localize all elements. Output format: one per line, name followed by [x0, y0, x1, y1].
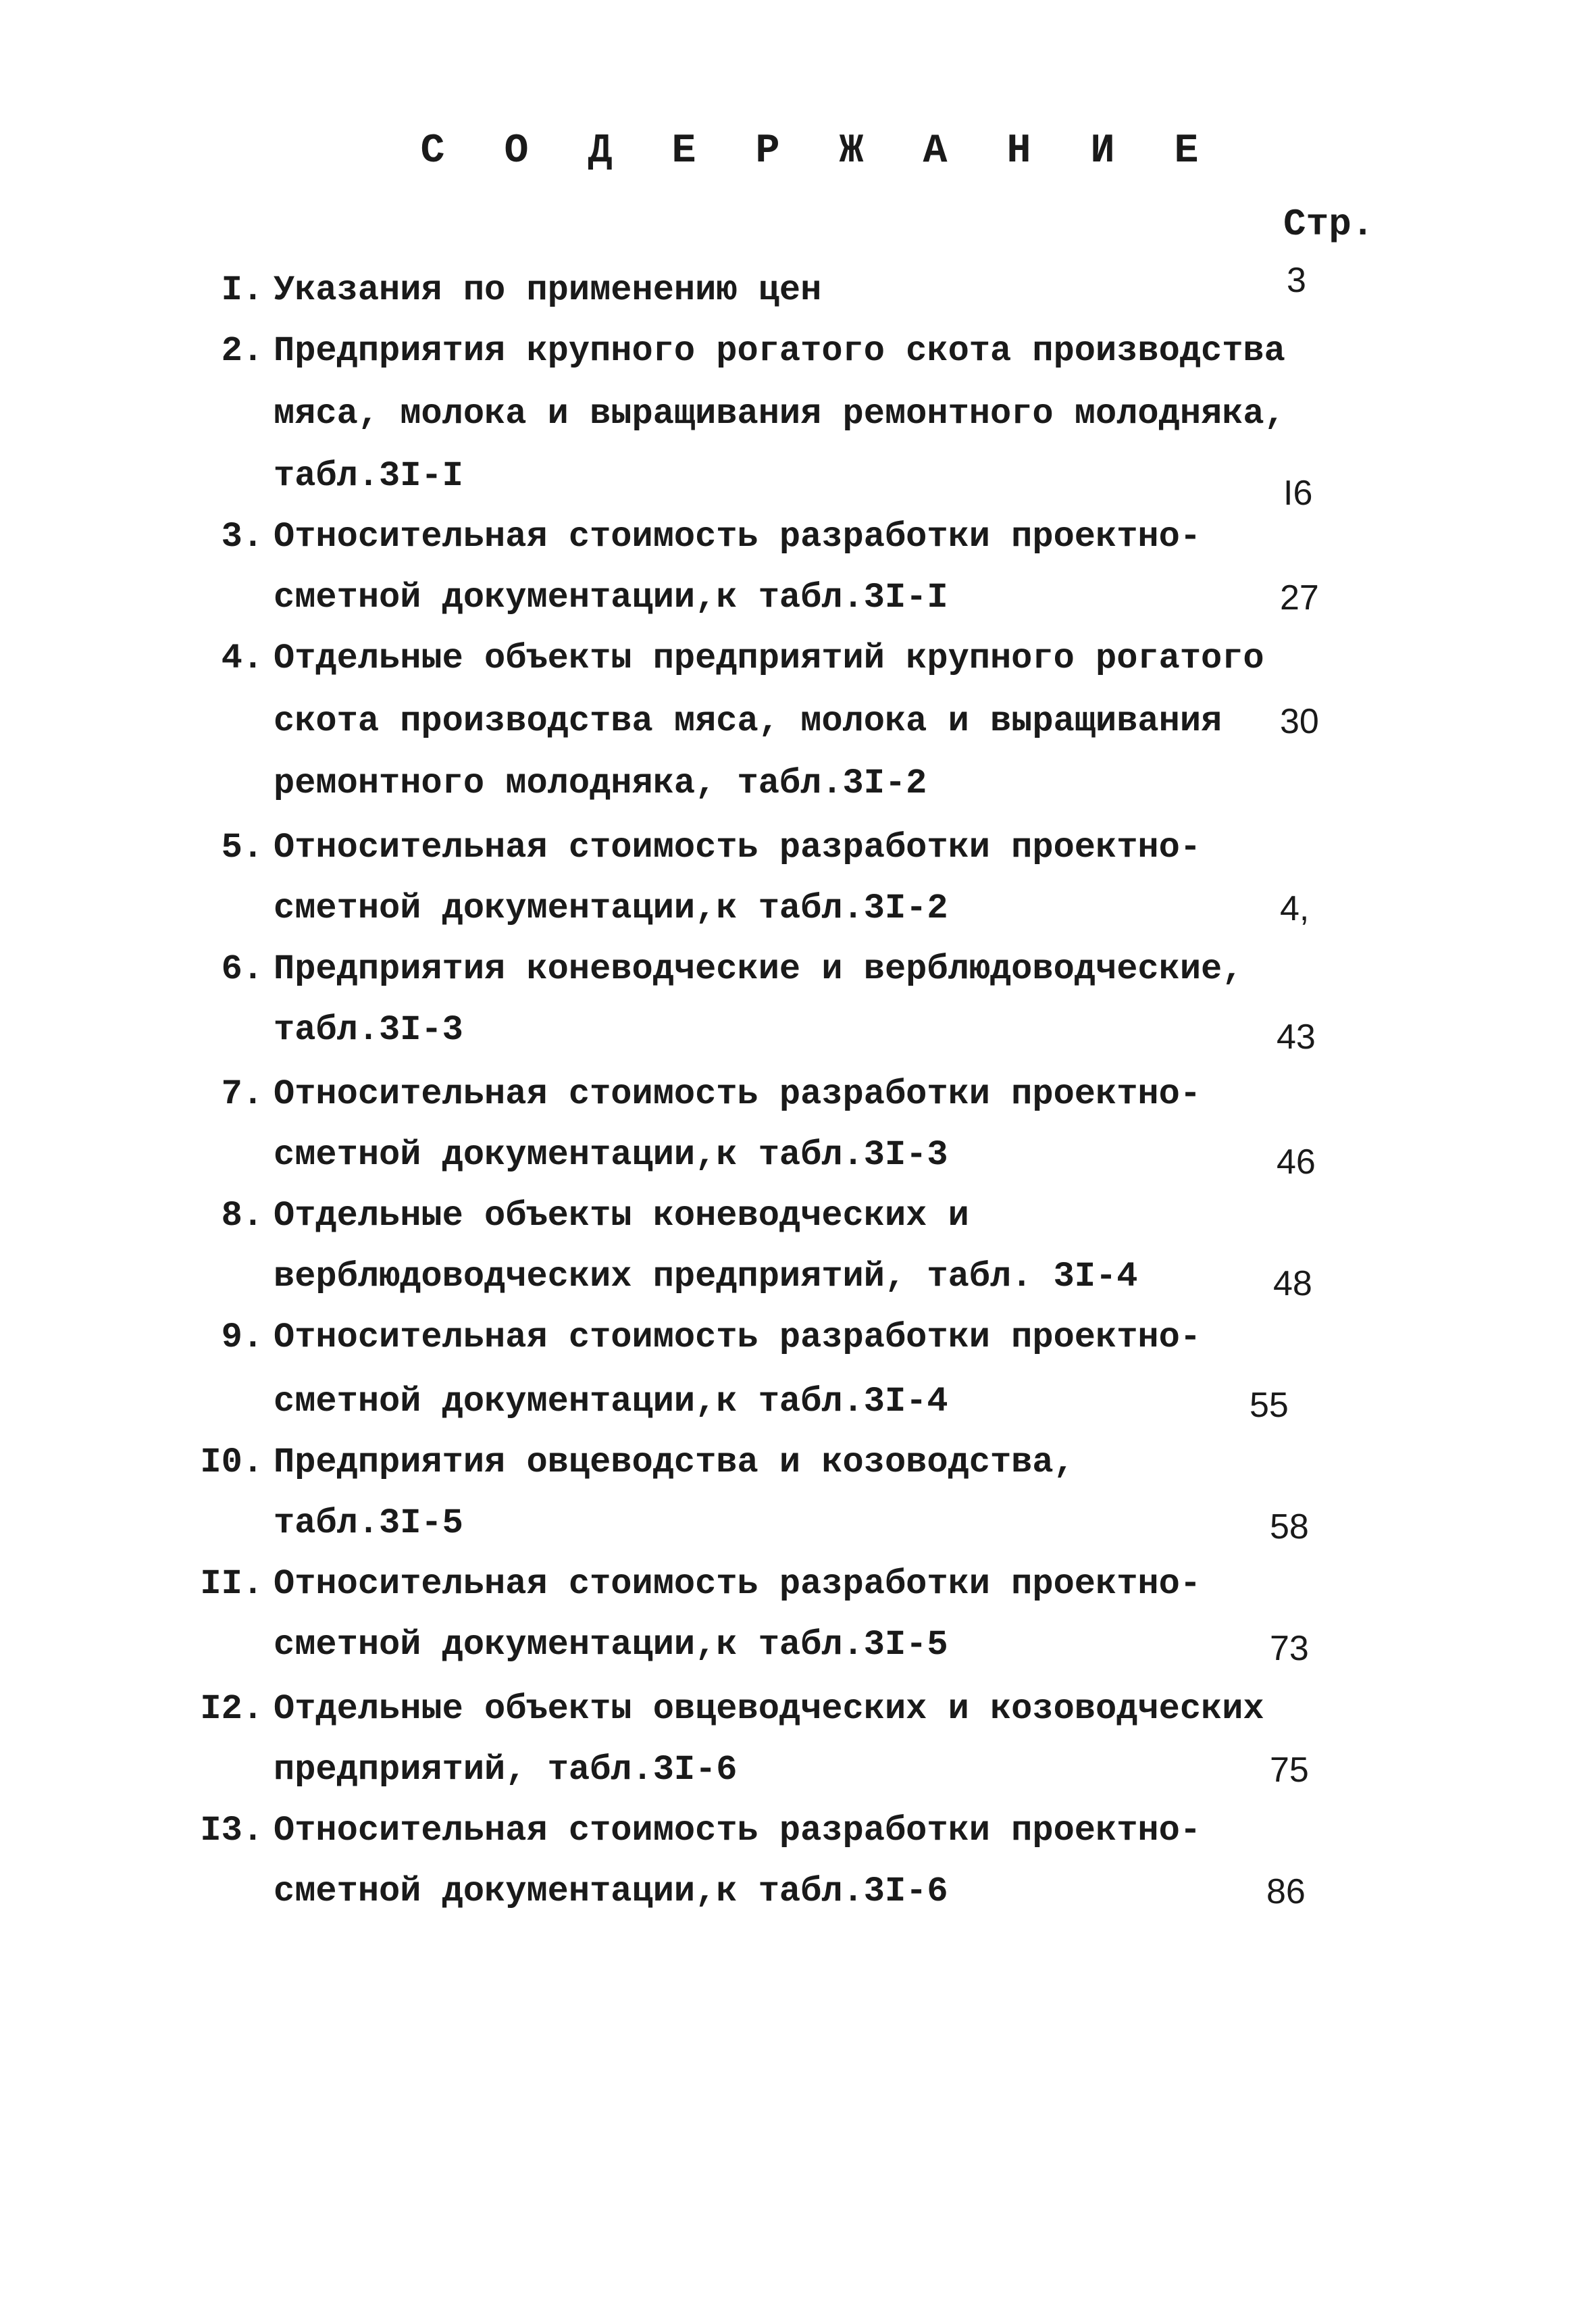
toc-entry-page: 46 [1277, 1142, 1316, 1182]
toc-entry-text: сметной документации,к табл.3I-6 [274, 1871, 948, 1911]
toc-entry-number: 7. [221, 1074, 263, 1114]
toc-entry-page: 86 [1266, 1872, 1306, 1911]
toc-entry-text: верблюдоводческих предприятий, табл. 3I-4 [274, 1257, 1138, 1297]
toc-entry-number: 6. [221, 949, 263, 989]
toc-entry-page: 27 [1280, 578, 1319, 618]
toc-entry-number: 9. [221, 1317, 263, 1357]
toc-entry-text: сметной документации,к табл.3I-4 [274, 1382, 948, 1422]
toc-entry-text: Предприятия коневодческие и верблюдоводческие, [274, 949, 1243, 989]
toc-entry-number: I2. [200, 1689, 263, 1729]
toc-entry-page: 73 [1270, 1629, 1309, 1668]
toc-entry-text: Относительная стоимость разработки проектно- [274, 1317, 1202, 1357]
toc-entry-page: 48 [1273, 1264, 1312, 1303]
toc-entry-text: табл.3I-I [274, 456, 463, 496]
page-title: С О Д Е Р Ж А Н И Е [420, 128, 1216, 174]
toc-entry-page: 43 [1277, 1017, 1316, 1057]
toc-entry-number: 2. [221, 331, 263, 371]
toc-entry-text: Относительная стоимость разработки проектно- [274, 828, 1202, 867]
toc-entry-number: 3. [221, 517, 263, 557]
toc-entry-text: скота производства мяса, молока и выращивания [274, 701, 1222, 741]
toc-entry-text: Отдельные объекты предприятий крупного рогатого [274, 638, 1264, 678]
toc-entry-text: табл.3I-3 [274, 1010, 463, 1050]
toc-entry-number: 4. [221, 638, 263, 678]
toc-entry-text: сметной документации,к табл.3I-I [274, 578, 948, 618]
toc-entry-number: 8. [221, 1196, 263, 1236]
toc-entry-page: 55 [1250, 1386, 1289, 1425]
toc-entry-text: Относительная стоимость разработки проектно- [274, 1564, 1202, 1604]
toc-entry-text: мяса, молока и выращивания ремонтного молодняка, [274, 394, 1285, 434]
toc-entry-text: Предприятия крупного рогатого скота производства [274, 331, 1285, 371]
toc-entry-number: I. [221, 270, 263, 310]
toc-entry-text: сметной документации,к табл.3I-3 [274, 1135, 948, 1175]
toc-entry-number: I0. [200, 1442, 263, 1482]
toc-entry-text: предприятий, табл.3I-6 [274, 1750, 738, 1790]
page-column-label: Стр. [1283, 203, 1374, 246]
toc-entry-text: Отдельные объекты коневодческих и [274, 1196, 969, 1236]
toc-entry-text: Предприятия овцеводства и козоводства, [274, 1442, 1075, 1482]
toc-entry-number: II. [200, 1564, 263, 1604]
toc-entry-page: 3 [1287, 261, 1306, 300]
toc-entry-text: сметной документации,к табл.3I-2 [274, 888, 948, 928]
toc-entry-text: Относительная стоимость разработки проектно- [274, 1811, 1202, 1851]
toc-entry-page: 4, [1280, 889, 1310, 928]
toc-entry-text: Относительная стоимость разработки проектно- [274, 1074, 1202, 1114]
toc-entry-text: сметной документации,к табл.3I-5 [274, 1625, 948, 1665]
toc-entry-number: 5. [221, 828, 263, 867]
toc-entry-text: табл.3I-5 [274, 1503, 463, 1543]
toc-entry-page: I6 [1283, 474, 1313, 513]
toc-entry-page: 75 [1270, 1751, 1309, 1790]
toc-entry-text: Относительная стоимость разработки проектно- [274, 517, 1202, 557]
toc-entry-text: Отдельные объекты овцеводческих и козоводческих [274, 1689, 1264, 1729]
toc-entry-text: Указания по применению цен [274, 270, 822, 310]
toc-entry-page: 58 [1270, 1507, 1309, 1546]
toc-entry-page: 30 [1280, 702, 1319, 741]
toc-entry-number: I3. [200, 1811, 263, 1851]
toc-entry-text: ремонтного молодняка, табл.3I-2 [274, 763, 927, 803]
